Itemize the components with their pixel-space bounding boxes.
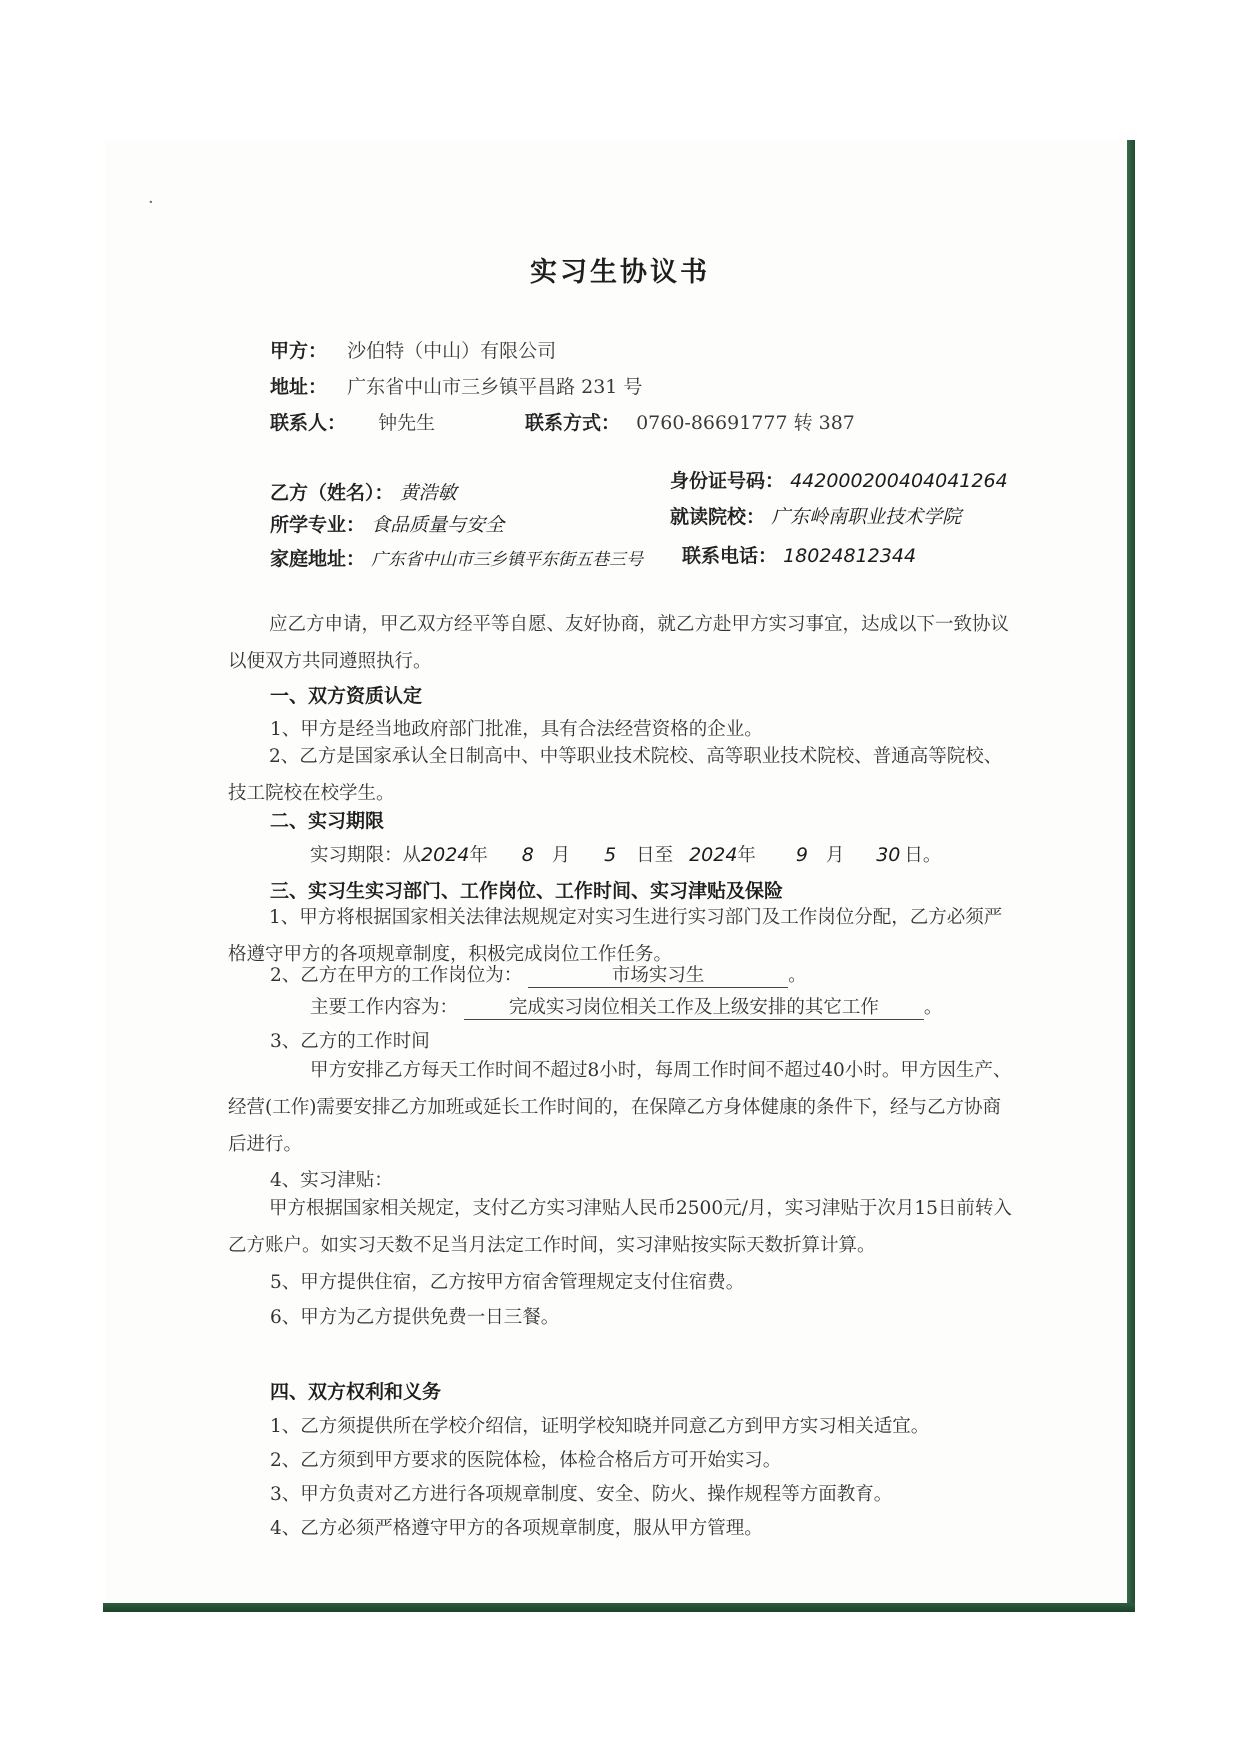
party-a-address-label: 地址： — [270, 376, 328, 398]
party-b-school-label: 就读院校： — [670, 506, 766, 528]
end-month: 9 — [795, 844, 808, 866]
section-4-title: 四、双方权利和义务 — [270, 1381, 442, 1403]
party-a-contact: 钟先生 — [378, 412, 436, 434]
period-to: 日至 — [636, 845, 674, 866]
section-1-title: 一、双方资质认定 — [270, 685, 423, 707]
work-post-label: 2、乙方在甲方的工作岗位为： — [270, 965, 523, 986]
work-content-end: 。 — [923, 997, 943, 1018]
section-4-item-4: 4、乙方必须严格遵守甲方的各项规章制度，服从甲方管理。 — [270, 1518, 763, 1539]
party-b-id-row — [670, 470, 1008, 493]
party-b-tel-label: 联系电话： — [682, 545, 778, 567]
section-4-item-2: 2、乙方须到甲方要求的医院体检，体检合格后方可开始实习。 — [270, 1450, 782, 1471]
party-a-phone: 0760-86691777 转 387 — [636, 412, 855, 434]
end-month-unit: 月 — [825, 845, 845, 866]
work-content-row — [310, 993, 942, 1020]
end-day-unit: 日 — [904, 845, 923, 866]
party-b-id-label: 身份证号码： — [670, 470, 785, 492]
end-day: 30 — [876, 844, 901, 866]
intro-paragraph: 应乙方申请，甲乙双方经平等自愿、友好协商，就乙方赴甲方实习事宜，达成以下一致协议以便双方共同遵照执行。 — [228, 614, 1010, 672]
party-b-home-row — [270, 548, 643, 571]
party-b-id: 442000200404041264 — [790, 470, 1008, 492]
party-b-home: 广东省中山市三乡镇平东街五巷三号 — [371, 550, 644, 570]
section-4-item-1: 1、乙方须提供所在学校介绍信，证明学校知晓并同意乙方到甲方实习相关适宜。 — [270, 1416, 930, 1437]
section-3-item-1: 1、甲方将根据国家相关法律法规规定对实习生进行实习部门及工作岗位分配，乙方必须严格遵守甲方的各项规章制度，积极完成岗位工作任务。 — [228, 907, 1003, 965]
end-year: 2024 — [689, 844, 738, 866]
scan-edge-bottom — [103, 1603, 1135, 1612]
start-month: 8 — [521, 844, 534, 866]
party-b-tel-row — [682, 545, 916, 568]
section-1-item-2: 2、乙方是国家承认全日制高中、中等职业技术院校、高等职业技术院校、普通高等院校、技工院校在校学生。 — [228, 746, 1003, 804]
party-b-home-label: 家庭地址： — [270, 548, 366, 570]
section-3-item-6: 6、甲方为乙方提供免费一日三餐。 — [270, 1307, 560, 1328]
party-a-name-row — [270, 340, 556, 363]
party-a-contact-label: 联系人： — [270, 412, 347, 434]
party-b-tel: 18024812344 — [783, 545, 917, 567]
section-3-item-3: 甲方安排乙方每天工作时间不超过8小时，每周工作时间不超过40小时。甲方因生产、经营(工作)需要安排乙方加班或延长工作时间的，在保障乙方身体健康的条件下，经与乙方协商后进行。 — [228, 1060, 1012, 1155]
start-month-unit: 月 — [551, 845, 571, 866]
section-3-title: 三、实习生实习部门、工作岗位、工作时间、实习津贴及保险 — [270, 880, 784, 902]
party-b-major-label: 所学专业： — [270, 514, 366, 536]
work-content-label: 主要工作内容为： — [310, 997, 459, 1018]
end-year-unit: 年 — [737, 845, 756, 866]
section-1-item-1: 1、甲方是经当地政府部门批准，具有合法经营资格的企业。 — [270, 719, 763, 740]
work-post-end: 。 — [788, 965, 807, 986]
section-3-item-4: 甲方根据国家相关规定，支付乙方实习津贴人民币2500元/月，实习津贴于次月15日前转入乙方账户。如实习天数不足当月法定工作时间，实习津贴按实际天数折算计算。 — [228, 1198, 1012, 1256]
party-b-major-row — [270, 514, 504, 537]
scan-speck-mark: · — [148, 192, 154, 213]
document-title: 实习生协议书 — [530, 257, 710, 288]
section-2-title: 二、实习期限 — [270, 810, 385, 832]
party-b-major: 食品质量与安全 — [371, 514, 505, 536]
start-day: 5 — [604, 844, 617, 866]
scan-edge-right — [1127, 140, 1135, 1608]
party-b-name-label: 乙方（姓名）： — [270, 482, 394, 504]
section-3-item-4-title: 4、实习津贴： — [270, 1170, 393, 1191]
scanned-sheet — [105, 140, 1132, 1606]
party-b-name: 黄浩敏 — [399, 482, 457, 504]
section-3-item-3-title: 3、乙方的工作时间 — [270, 1031, 430, 1052]
party-a-name-label: 甲方： — [270, 340, 328, 362]
work-post-value: 市场实习生 — [528, 961, 788, 988]
party-b-school: 广东岭南职业技术学院 — [771, 506, 962, 528]
section-4-item-3: 3、甲方负责对乙方进行各项规章制度、安全、防火、操作规程等方面教育。 — [270, 1484, 893, 1505]
start-year: 2024 — [421, 844, 470, 866]
period-prefix: 实习期限：从 — [310, 845, 422, 866]
party-a-address-row — [270, 376, 642, 399]
party-b-name-row — [270, 482, 457, 505]
party-a-contact-row — [270, 412, 435, 435]
start-year-unit: 年 — [469, 845, 488, 866]
section-3-item-5: 5、甲方提供住宿，乙方按甲方宿舍管理规定支付住宿费。 — [270, 1272, 745, 1293]
internship-period-row: 实习期限：从2024年 8 月 5 日至 2024年 9 月 30 日。 — [310, 844, 942, 866]
work-content-value: 完成实习岗位相关工作及上级安排的其它工作 — [464, 993, 924, 1020]
party-a-address: 广东省中山市三乡镇平昌路 231 号 — [347, 376, 643, 398]
party-a-phone-label: 联系方式： — [525, 412, 621, 434]
work-post-row — [270, 961, 807, 988]
party-b-school-row — [670, 506, 961, 529]
party-a-phone-row — [525, 412, 855, 435]
party-a-name: 沙伯特（中山）有限公司 — [347, 340, 557, 362]
